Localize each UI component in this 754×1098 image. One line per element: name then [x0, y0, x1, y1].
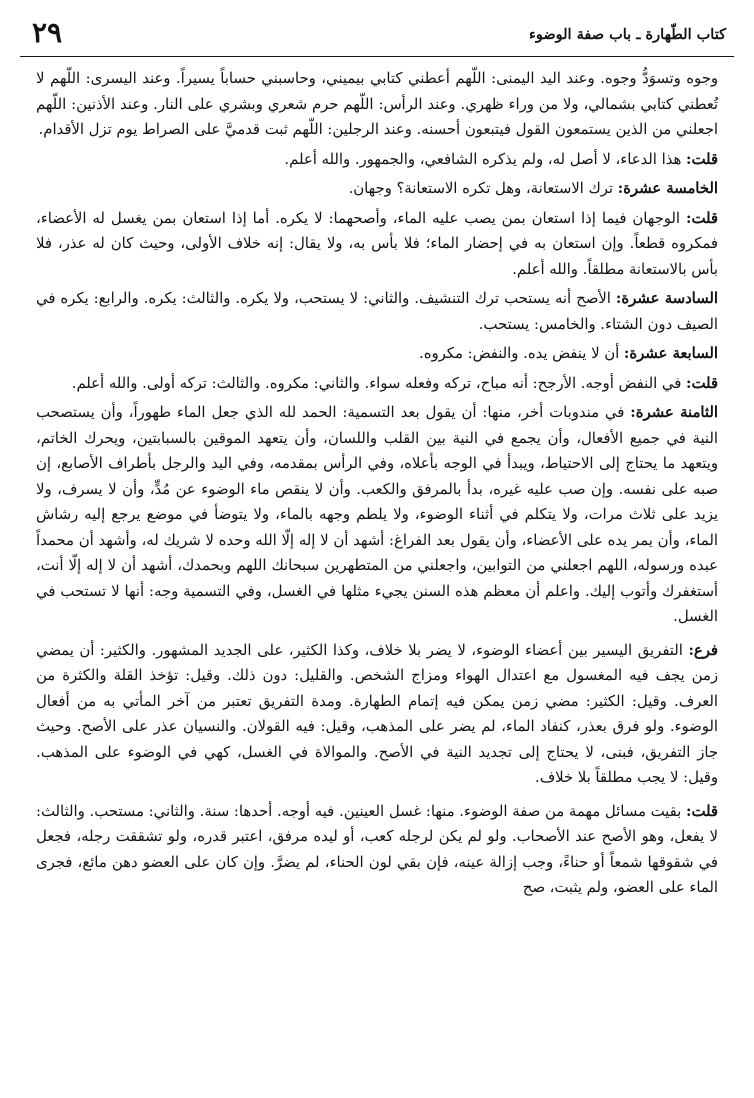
paragraph-text: ترك الاستعانة، وهل تكره الاستعانة؟ وجهان.	[348, 180, 613, 197]
paragraph-label: الثامنة عشرة:	[630, 404, 718, 421]
paragraph-sixteenth	[36, 286, 718, 337]
paragraph-label: قلت:	[686, 374, 718, 392]
paragraph-text: أن لا ينفض يده. والنفض: مكروه.	[419, 345, 620, 362]
paragraph-text: بقيت مسائل مهمة من صفة الوضوء. منها: غسل العينين. فيه أوجه. أحدها: سنة. والثاني: مستحب. والثالث: لا يفعل، وهو الأصح عند الأصحاب. ولو لم يكن لرجله كعب، أو ليده مرفق، اعتبر قدره، ولو تشققت رجله، فجعل في شقوقها شمعاً أو حناءً، وجب إزالة عينه، فإن بقي لون الحناء، لم يضرَّ. وإن كان على العضو دهن مائع، فجرى الماء على العضو، ولم يثبت، صح	[36, 802, 718, 896]
paragraph-text: هذا الدعاء، لا أصل له، ولم يذكره الشافعي، والجمهور. والله أعلم.	[284, 150, 682, 168]
page-header	[20, 14, 734, 54]
header-rule	[20, 56, 734, 57]
paragraph-text: الأصح أنه يستحب ترك التنشيف. والثاني: لا يستحب، ولا يكره. والثالث: يكره. والرابع: يكره في الصيف دون الشتاء. والخامس: يستحب.	[36, 290, 718, 333]
paragraph-label: السابعة عشرة:	[623, 345, 718, 362]
paragraph-label: قلت:	[686, 150, 718, 168]
paragraph-qultu-3	[36, 371, 718, 397]
paragraph-label: فرع:	[688, 641, 718, 659]
paragraph-eighteenth	[36, 400, 718, 630]
paragraph-qultu-4	[36, 799, 718, 901]
paragraph-fifteenth	[36, 176, 718, 202]
paragraph-text: التفريق اليسير بين أعضاء الوضوء، لا يضر بلا خلاف، وكذا الكثير، على الجديد المشهور. والكثير: أن يمضي زمن يجف فيه المغسول مع اعتدال الهواء ومزاج الشخص. والقليل: دون ذلك. وقيل: تؤخذ القلة والكثرة من العرف. وقيل: الكثير: مضي زمن يمكن فيه إتمام الطهارة. ومدة التفريق تعتبر من آخر المأتي به من أفعال الوضوء. ولو فرق بعذر، كنفاد الماء، لم يضر على المذهب، وقيل: فيه القولان. والنسيان عذر على الأصح. وحيث جاز التفريق، فبنى، لا يحتاج إلى تجديد النية في الأصح. والموالاة في الغسل، كهي في الوضوء على المذهب. وقيل: لا يجب مطلقاً بلا خلاف.	[36, 641, 718, 786]
page-number: ٢٩	[32, 16, 63, 49]
paragraph-qultu-2	[36, 206, 718, 283]
paragraph-qultu-1	[36, 147, 718, 173]
paragraph-seventeenth	[36, 341, 718, 367]
paragraph-dua	[36, 66, 718, 143]
paragraph-text: وجوه وتسوَدُّ وجوه. وعند اليد اليمنى: اللّهم أعطني كتابي بيميني، وحاسبني حساباً يسيراً. وعند اليسرى: اللّهم لا تُعطني كتابي بشمالي، ولا من وراء ظهري. وعند الرأس: اللّهم حرم شعري وبشري على النار. وعند الأذنين: اللّهم اجعلني من الذين يستمعون القول فيتبعون أحسنه. وعند الرجلين: اللّهم ثبت قدميَّ على الصراط يوم تزل الأقدام.	[36, 70, 718, 138]
paragraph-label: قلت:	[686, 209, 718, 227]
paragraph-label: الخامسة عشرة:	[617, 180, 718, 197]
paragraph-far	[36, 638, 718, 791]
paragraph-label: السادسة عشرة:	[615, 290, 718, 307]
paragraph-label: قلت:	[686, 802, 718, 820]
paragraph-text: في النفض أوجه. الأرجح: أنه مباح، تركه وفعله سواء. والثاني: مكروه. والثالث: تركه أولى. والله أعلم.	[71, 374, 682, 392]
paragraph-text: في مندوبات أخر، منها: أن يقول بعد التسمية: الحمد لله الذي جعل الماء طهوراً، وأن يستصحب النية في جميع الأفعال، وأن يجمع في النية بين القلب واللسان، وأن يتعهد الموقين بالسبابتين، ويحرك الخاتم، ويتعهد ما يحتاج إلى الاحتياط، ويبدأ في الوجه بأعلاه، وفي الرأس بمقدمه، وفي اليد والرجل بأطراف الأصابع، إن صبه على نفسه. وإن صب عليه غيره، بدأ بالمرفق والكعب. وأن لا ينقص ماء الوضوء عن مُدٍّ، وأن لا يسرف، ولا يزيد على ثلاث مرات، ولا يتكلم في أثناء الوضوء، ولا يلطم وجهه بالماء، ولا يتوضأ في موضع يرجع إليه رشاش الماء، وأن يمر يده على الأعضاء، وأن يقول بعد الفراغ: أشهد أن لا إله إلّا الله وحده لا شريك له، وأشهد أن محمداً عبده ورسوله، اللهم اجعلني من التوابين، واجعلني من المتطهرين سبحانك اللهم وبحمدك، أشهد أن لا إله إلّا أنت، أستغفرك وأتوب إليك. واعلم أن معظم هذه السنن يجيء مثلها في الغسل، وفي التسمية وجه: أنها لا تستحب في الغسل.	[36, 404, 718, 625]
paragraph-text: الوجهان فيما إذا استعان بمن يصب عليه الماء، وأصحهما: لا يكره. أما إذا استعان بمن يغسل له الأعضاء، فمكروه قطعاً. وإن استعان به في إحضار الماء؛ فلا بأس به، ولا يقال: إنه خلاف الأولى، وحيث كان له عذر، فلا بأس بالاستعانة مطلقاً. والله أعلم.	[36, 209, 718, 278]
running-title: كتاب الطّهارة ـ باب صفة الوضوء	[529, 26, 726, 43]
page-body	[36, 66, 718, 909]
